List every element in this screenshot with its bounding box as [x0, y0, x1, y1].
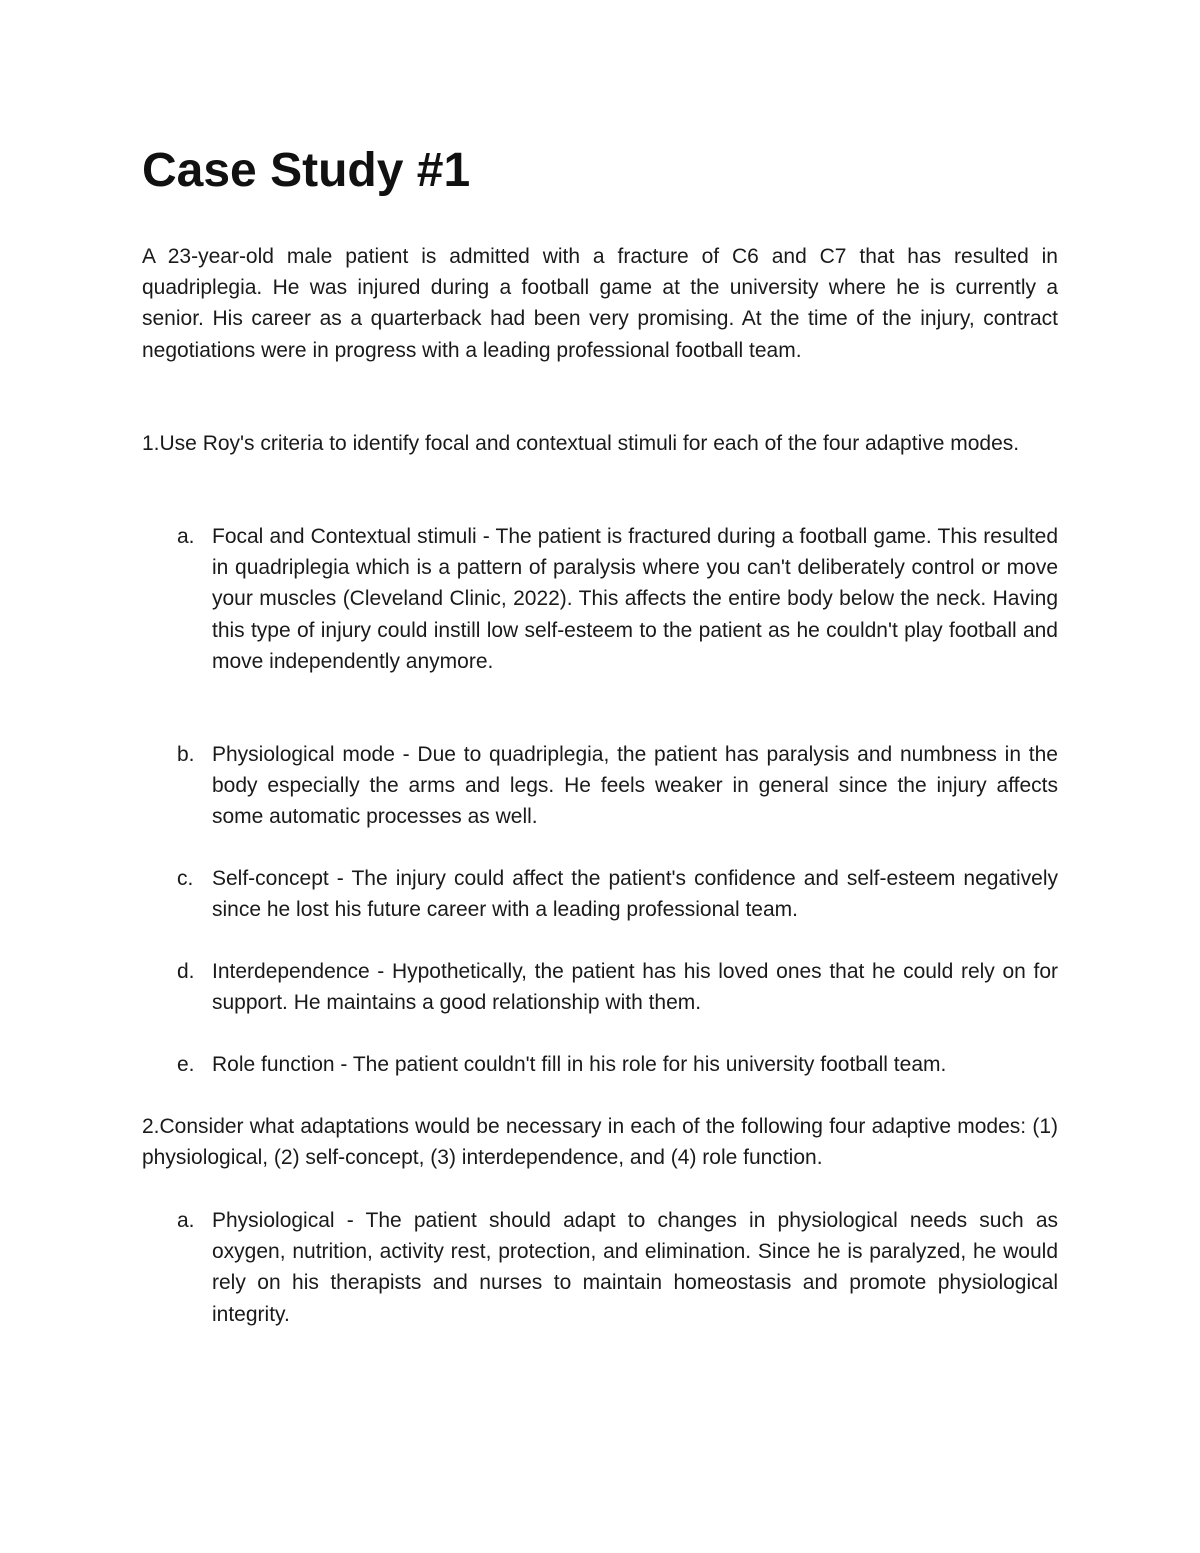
question-1-item-d	[177, 956, 1058, 1018]
list-item-text: Interdependence - Hypothetically, the patient has his loved ones that he could rely on for support. He maintains a good relationship with them.	[212, 960, 1058, 1015]
list-item-text: Physiological - The patient should adapt to changes in physiological needs such as oxygen, nutrition, activity rest, protection, and elimination. Since he is paralyzed, he would rely on his therapists and nurses to maintain homeostasis and promote physiological integrity.	[212, 1209, 1058, 1326]
list-marker: c.	[177, 867, 194, 890]
question-1-item-b	[177, 739, 1058, 833]
question-1-prompt: 1.Use Roy's criteria to identify focal and contextual stimuli for each of the four adaptive modes.	[142, 432, 1020, 455]
list-item-text: Role function - The patient couldn't fill in his role for his university football team.	[212, 1053, 947, 1076]
list-item-text: Self-concept - The injury could affect the patient's confidence and self-esteem negatively since he lost his future career with a leading professional team.	[212, 867, 1058, 922]
question-2-prompt: 2.Consider what adaptations would be necessary in each of the following four adaptive modes: (1) physiological, (2) self-concept, (3) interdependence, and (4) role function.	[142, 1115, 1058, 1170]
document-title: Case Study #1	[142, 144, 471, 197]
list-marker: a.	[177, 525, 195, 548]
intro-paragraph: A 23-year-old male patient is admitted with a fracture of C6 and C7 that has resulted in quadriplegia. He was injured during a football game at the university where he is currently a senior. His career as a quarterback had been very promising. At the time of the injury, contract negotiations were in progress with a leading professional football team.	[142, 245, 1058, 362]
question-1-item-a	[177, 521, 1058, 677]
list-marker: e.	[177, 1053, 195, 1076]
list-marker: a.	[177, 1209, 195, 1232]
question-2-item-a	[177, 1205, 1058, 1330]
question-1-item-c	[177, 863, 1058, 925]
list-item-text: Focal and Contextual stimuli - The patient is fractured during a football game. This resulted in quadriplegia which is a pattern of paralysis where you can't deliberately control or move your muscles (Cleveland Clinic, 2022). This affects the entire body below the neck. Having this type of injury could instill low self-esteem to the patient as he couldn't play football and move independently anymore.	[212, 525, 1058, 673]
list-marker: b.	[177, 743, 195, 766]
question-1-item-e	[177, 1049, 1058, 1080]
list-marker: d.	[177, 960, 195, 983]
list-item-text: Physiological mode - Due to quadriplegia, the patient has paralysis and numbness in the body especially the arms and legs. He feels weaker in general since the injury affects some automatic processes as well.	[212, 743, 1058, 829]
